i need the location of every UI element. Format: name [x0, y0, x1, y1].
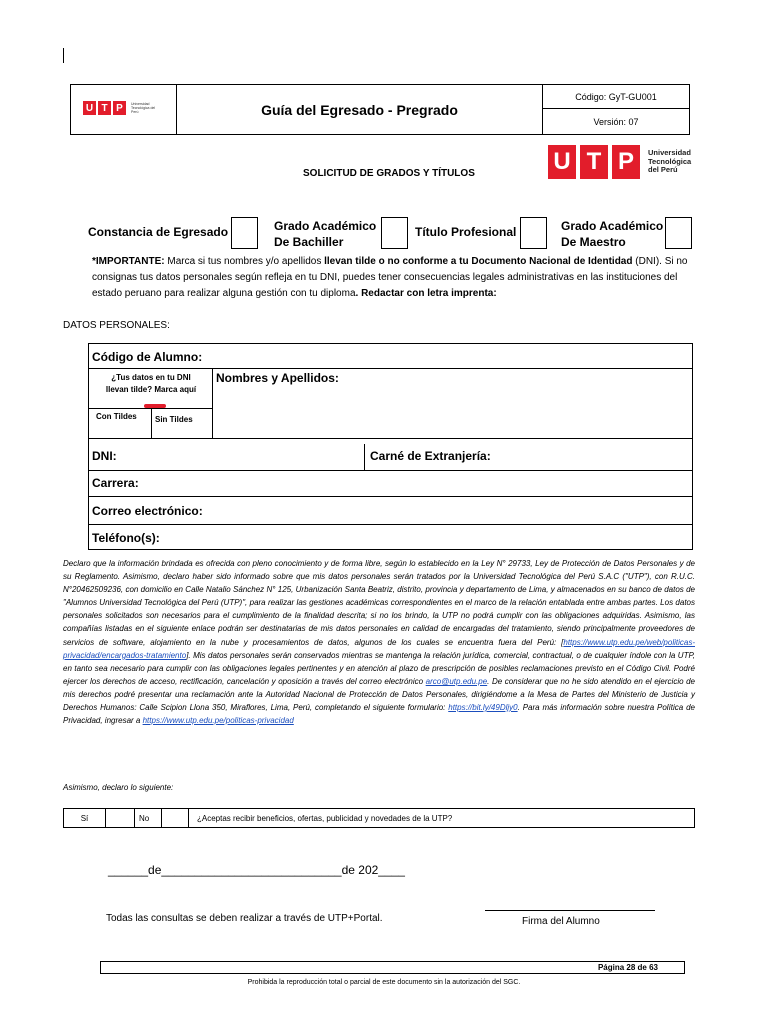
signature-line	[485, 910, 655, 911]
link-formulario[interactable]: https://bit.ly/49Dljy0	[448, 703, 518, 713]
consent-question: ¿Aceptas recibir beneficios, ofertas, publicidad y novedades de la UTP?	[197, 813, 453, 823]
option-bachiller-label: Grado Académico De Bachiller	[274, 219, 377, 249]
option-maestro-label: Grado Académico De Maestro	[561, 219, 664, 249]
option-titulo-checkbox[interactable]	[520, 217, 547, 249]
link-politicas-privacidad[interactable]: https://www.utp.edu.pe/politicas-privacidad	[142, 716, 294, 726]
tilde-selector	[89, 368, 213, 438]
footer-note: Prohibida la reproducción total o parcial de este documento sin la autorización del SGC.	[247, 979, 521, 986]
nombres-apellidos-field[interactable]: Nombres y Apellidos:	[216, 371, 339, 385]
personal-data-form	[88, 343, 693, 550]
date-line: ______de___________________________de 202____	[108, 863, 405, 877]
consent-si-label: Sí	[64, 809, 106, 827]
consent-no-checkbox[interactable]	[162, 809, 189, 827]
important-notice: *IMPORTANTE: Marca si tus nombres y/o apellidos llevan tilde o no conforme a tu Documento Nacional de Identidad (DNI). Si no consignas tus datos personales según refleja en tu DNI, puedes tener consecuencias legales administrativas en las instituciones del estado peruano para realizar alguna gestión con tu diploma. Redactar con letra imprenta:	[92, 256, 688, 299]
option-constancia-checkbox[interactable]	[231, 217, 258, 249]
header-version: Versión: 07	[593, 116, 639, 127]
link-arco-email[interactable]: arco@utp.edu.pe	[425, 676, 488, 686]
header-code: Código: GyT-GU001	[543, 85, 689, 109]
carrera-field[interactable]: Carrera:	[92, 476, 139, 490]
consent-si-checkbox[interactable]	[106, 809, 135, 827]
codigo-alumno-field[interactable]: Código de Alumno:	[92, 350, 203, 364]
dni-field[interactable]: DNI:	[92, 449, 117, 463]
header-logo-cell	[71, 85, 177, 134]
consent-table	[63, 808, 695, 828]
utp-logo-large: U T P Universidad Tecnológica del Perú	[548, 145, 708, 179]
page-footer	[100, 961, 685, 974]
link-encargados-tratamiento[interactable]: https://www.utp.edu.pe/web/politicas-privacidad/encargados-tratamiento	[63, 637, 695, 660]
consultas-note: Todas las consultas se deben realizar a través de UTP+Portal.	[106, 913, 383, 924]
con-tildes-option[interactable]: Con Tildes	[96, 412, 137, 421]
page-number: Página 28 de 63	[597, 963, 658, 972]
option-constancia-label: Constancia de Egresado	[88, 225, 229, 239]
utp-logo-small-caption: Universidad Tecnológica del Perú	[131, 102, 156, 114]
utp-logo-large-caption: Universidad Tecnológica del Perú	[648, 148, 692, 175]
document-header	[70, 84, 690, 135]
datos-personales-label: DATOS PERSONALES:	[63, 320, 170, 331]
option-titulo-label: Título Profesional	[415, 225, 517, 239]
firma-label: Firma del Alumno	[522, 916, 600, 927]
correo-field[interactable]: Correo electrónico:	[92, 504, 203, 518]
option-maestro-checkbox[interactable]	[665, 217, 692, 249]
consent-no-label: No	[135, 809, 162, 827]
privacy-declaration: Declaro que la información brindada es ofrecida con pleno conocimiento y de forma libre, según lo establecido en la Ley N° 29733, Ley de Protección de Datos Personales y de su Reglamento. Asimismo, declaro haber sido informado sobre que mis datos personales serán tratados por la Universidad Tecnológica del Perú S.A.C ("UTP"), con R.U.C. N°20462509236, con domicilio en Calle Natalio Sánchez N° 125, Urbanización Santa Beatriz, distrito, provincia y departamento de Lima, y almacenados en su banco de datos de "Alumnos Universidad Tecnológica del Perú (UTP)", para realizar las gestiones académicas correspondientes en el marco de la relación entablada entre ambas partes. Los datos personales solicitados son necesarios para el cumplimiento de la finalidad descrita; si no los brindo, la UTP no podrá cumplir con las obligaciones adquiridas. Asimismo, las compañías listadas en el siguiente enlace podrán ser destinatarias de mis datos personales en calidad de encargadas del tratamiento, siendo principalmente proveedores de servicios de software, alojamiento en la nube y procesamientos de datos, algunos de los cuales se encuentra fuera del Perú: [https://www.utp.edu.pe/web/politicas-privacidad/encargados-tratamiento]. Mis datos personales serán conservados mientras se mantenga la relación jurídica, comercial, contractual, o de cualquier índole con la UTP, en tanto sea necesario para cumplir con las obligaciones legales pertinentes y en atención al plazo de prescripción de posibles reclamaciones previsto en el Código Civil. Podré ejercer los derechos de acceso, rectificación, cancelación y oposición a través del correo electrónico arco@utp.edu.pe. De considerar que no he sido atendido en el ejercicio de mis derechos podré presentar una reclamación ante la Autoridad Nacional de Protección de Datos Personales, dirigiéndome a la Mesa de Partes del Ministerio de Justicia y Derechos Humanos: Calle Scipion Llona 350, Miraflores, Lima, Perú, completando el siguiente formulario: https://bit.ly/49Dljy0. Para más información sobre nuestra Política de Privacidad, ingresar a https://www.utp.edu.pe/politicas-privacidad	[63, 559, 695, 726]
telefono-field[interactable]: Teléfono(s):	[92, 531, 160, 545]
header-title: Guía del Egresado - Pregrado	[177, 85, 543, 134]
sin-tildes-option[interactable]: Sin Tildes	[155, 415, 193, 424]
tilde-question: ¿Tus datos en tu DNI llevan tilde? Marca aquí	[105, 373, 197, 394]
utp-logo-small: U T P Universidad Tecnológica del Perú	[83, 101, 157, 115]
option-bachiller-checkbox[interactable]	[381, 217, 408, 249]
asimismo-label: Asimismo, declaro lo siguiente:	[63, 783, 174, 792]
text-cursor	[63, 48, 64, 63]
form-subtitle: SOLICITUD DE GRADOS Y TÍTULOS	[303, 168, 475, 179]
carne-extranjeria-field[interactable]: Carné de Extranjería:	[370, 449, 491, 463]
